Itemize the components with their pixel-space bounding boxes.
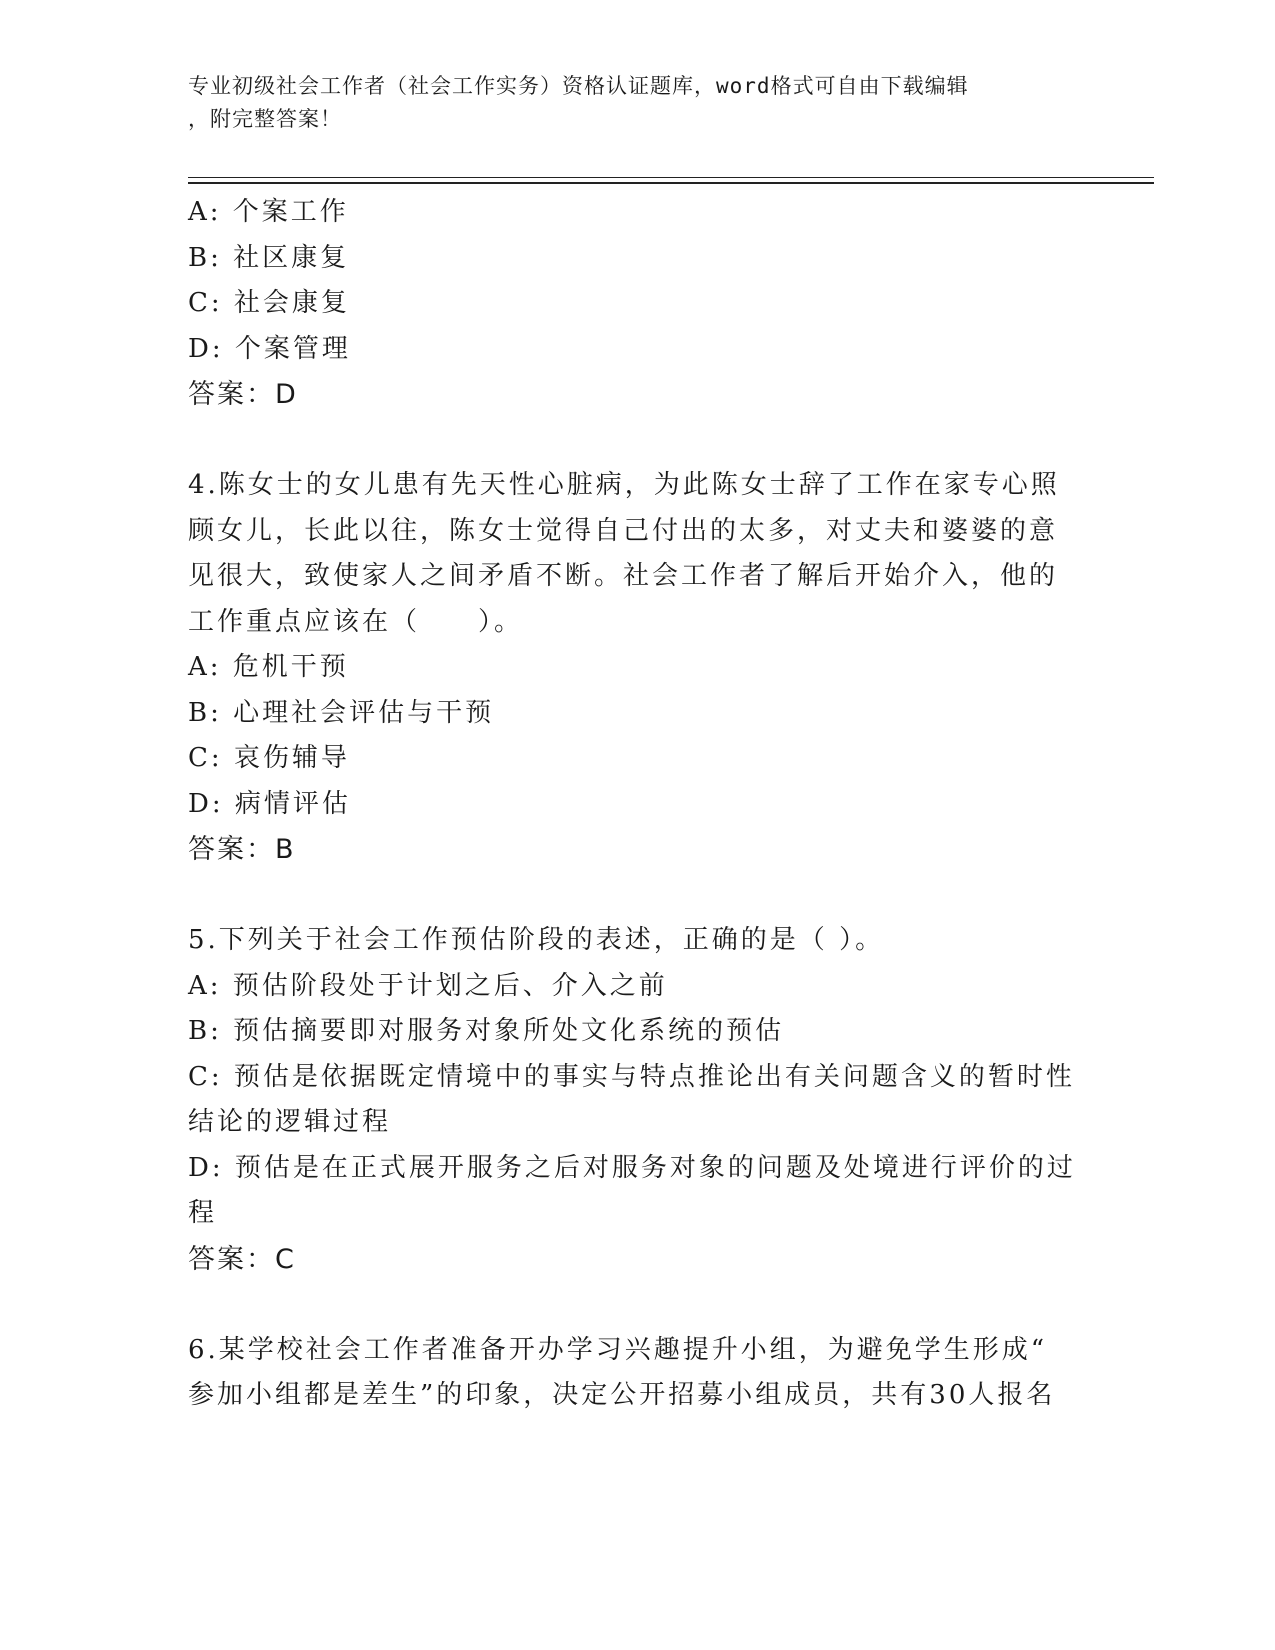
option-c-continued: 结论的逻辑过程 [188,1107,392,1137]
spacer [188,1282,1088,1328]
option-d: D: 个案管理 [188,333,351,364]
option-d-continued: 程 [188,1198,218,1228]
spacer [188,873,1088,919]
option-a: A: 个案工作 [188,197,349,227]
question-stem-line: 4.陈女士的女儿患有先天性心脏病，为此陈女士辞了工作在家专心照 [188,470,1060,500]
option-c: C: 哀伤辅导 [188,743,350,773]
answer: 答案：C [188,1243,296,1275]
answer: 答案：B [188,834,296,865]
question-content [188,190,1088,1419]
question-4 [188,463,1088,873]
option-d: D: 病情评估 [188,788,351,819]
header-rule-thick [188,182,1154,184]
question-6 [188,1328,1088,1419]
question-stem-line: 顾女儿，长此以往，陈女士觉得自己付出的太多，对丈夫和婆婆的意 [188,515,1059,546]
page-header [188,70,1068,136]
option-a: A: 预估阶段处于计划之后、介入之前 [188,970,668,1001]
question-stem-line: 6.某学校社会工作者准备开办学习兴趣提升小组，为避免学生形成“ [188,1334,1048,1365]
answer: 答案：D [188,379,298,410]
option-b: B: 心理社会评估与干预 [188,697,495,728]
spacer [188,418,1088,464]
question-3 [188,190,1088,418]
option-d: D: 预估是在正式展开服务之后对服务对象的问题及处境进行评价的过 [188,1152,1076,1183]
question-stem-line: 参加小组都是差生”的印象，决定公开招募小组成员，共有30人报名 [188,1380,1056,1410]
header-rule-thin [188,177,1154,178]
question-stem-line: 见很大，致使家人之间矛盾不断。社会工作者了解后开始介入，他的 [188,561,1059,591]
header-line-1: 专业初级社会工作者（社会工作实务）资格认证题库，word格式可自由下载编辑 [188,74,969,98]
question-stem-line: 工作重点应该在（ ）。 [188,606,524,637]
option-c: C: 社会康复 [188,288,350,318]
header-line-2: ，附完整答案！ [188,107,342,131]
option-a: A: 危机干预 [188,652,349,682]
question-5 [188,918,1088,1282]
question-stem-line: 5.下列关于社会工作预估阶段的表述，正确的是（ ）。 [188,925,885,955]
option-b: B: 社区康复 [188,242,350,273]
option-b: B: 预估摘要即对服务对象所处文化系统的预估 [188,1016,785,1046]
option-c: C: 预估是依据既定情境中的事实与特点推论出有关问题含义的暂时性 [188,1061,1075,1092]
